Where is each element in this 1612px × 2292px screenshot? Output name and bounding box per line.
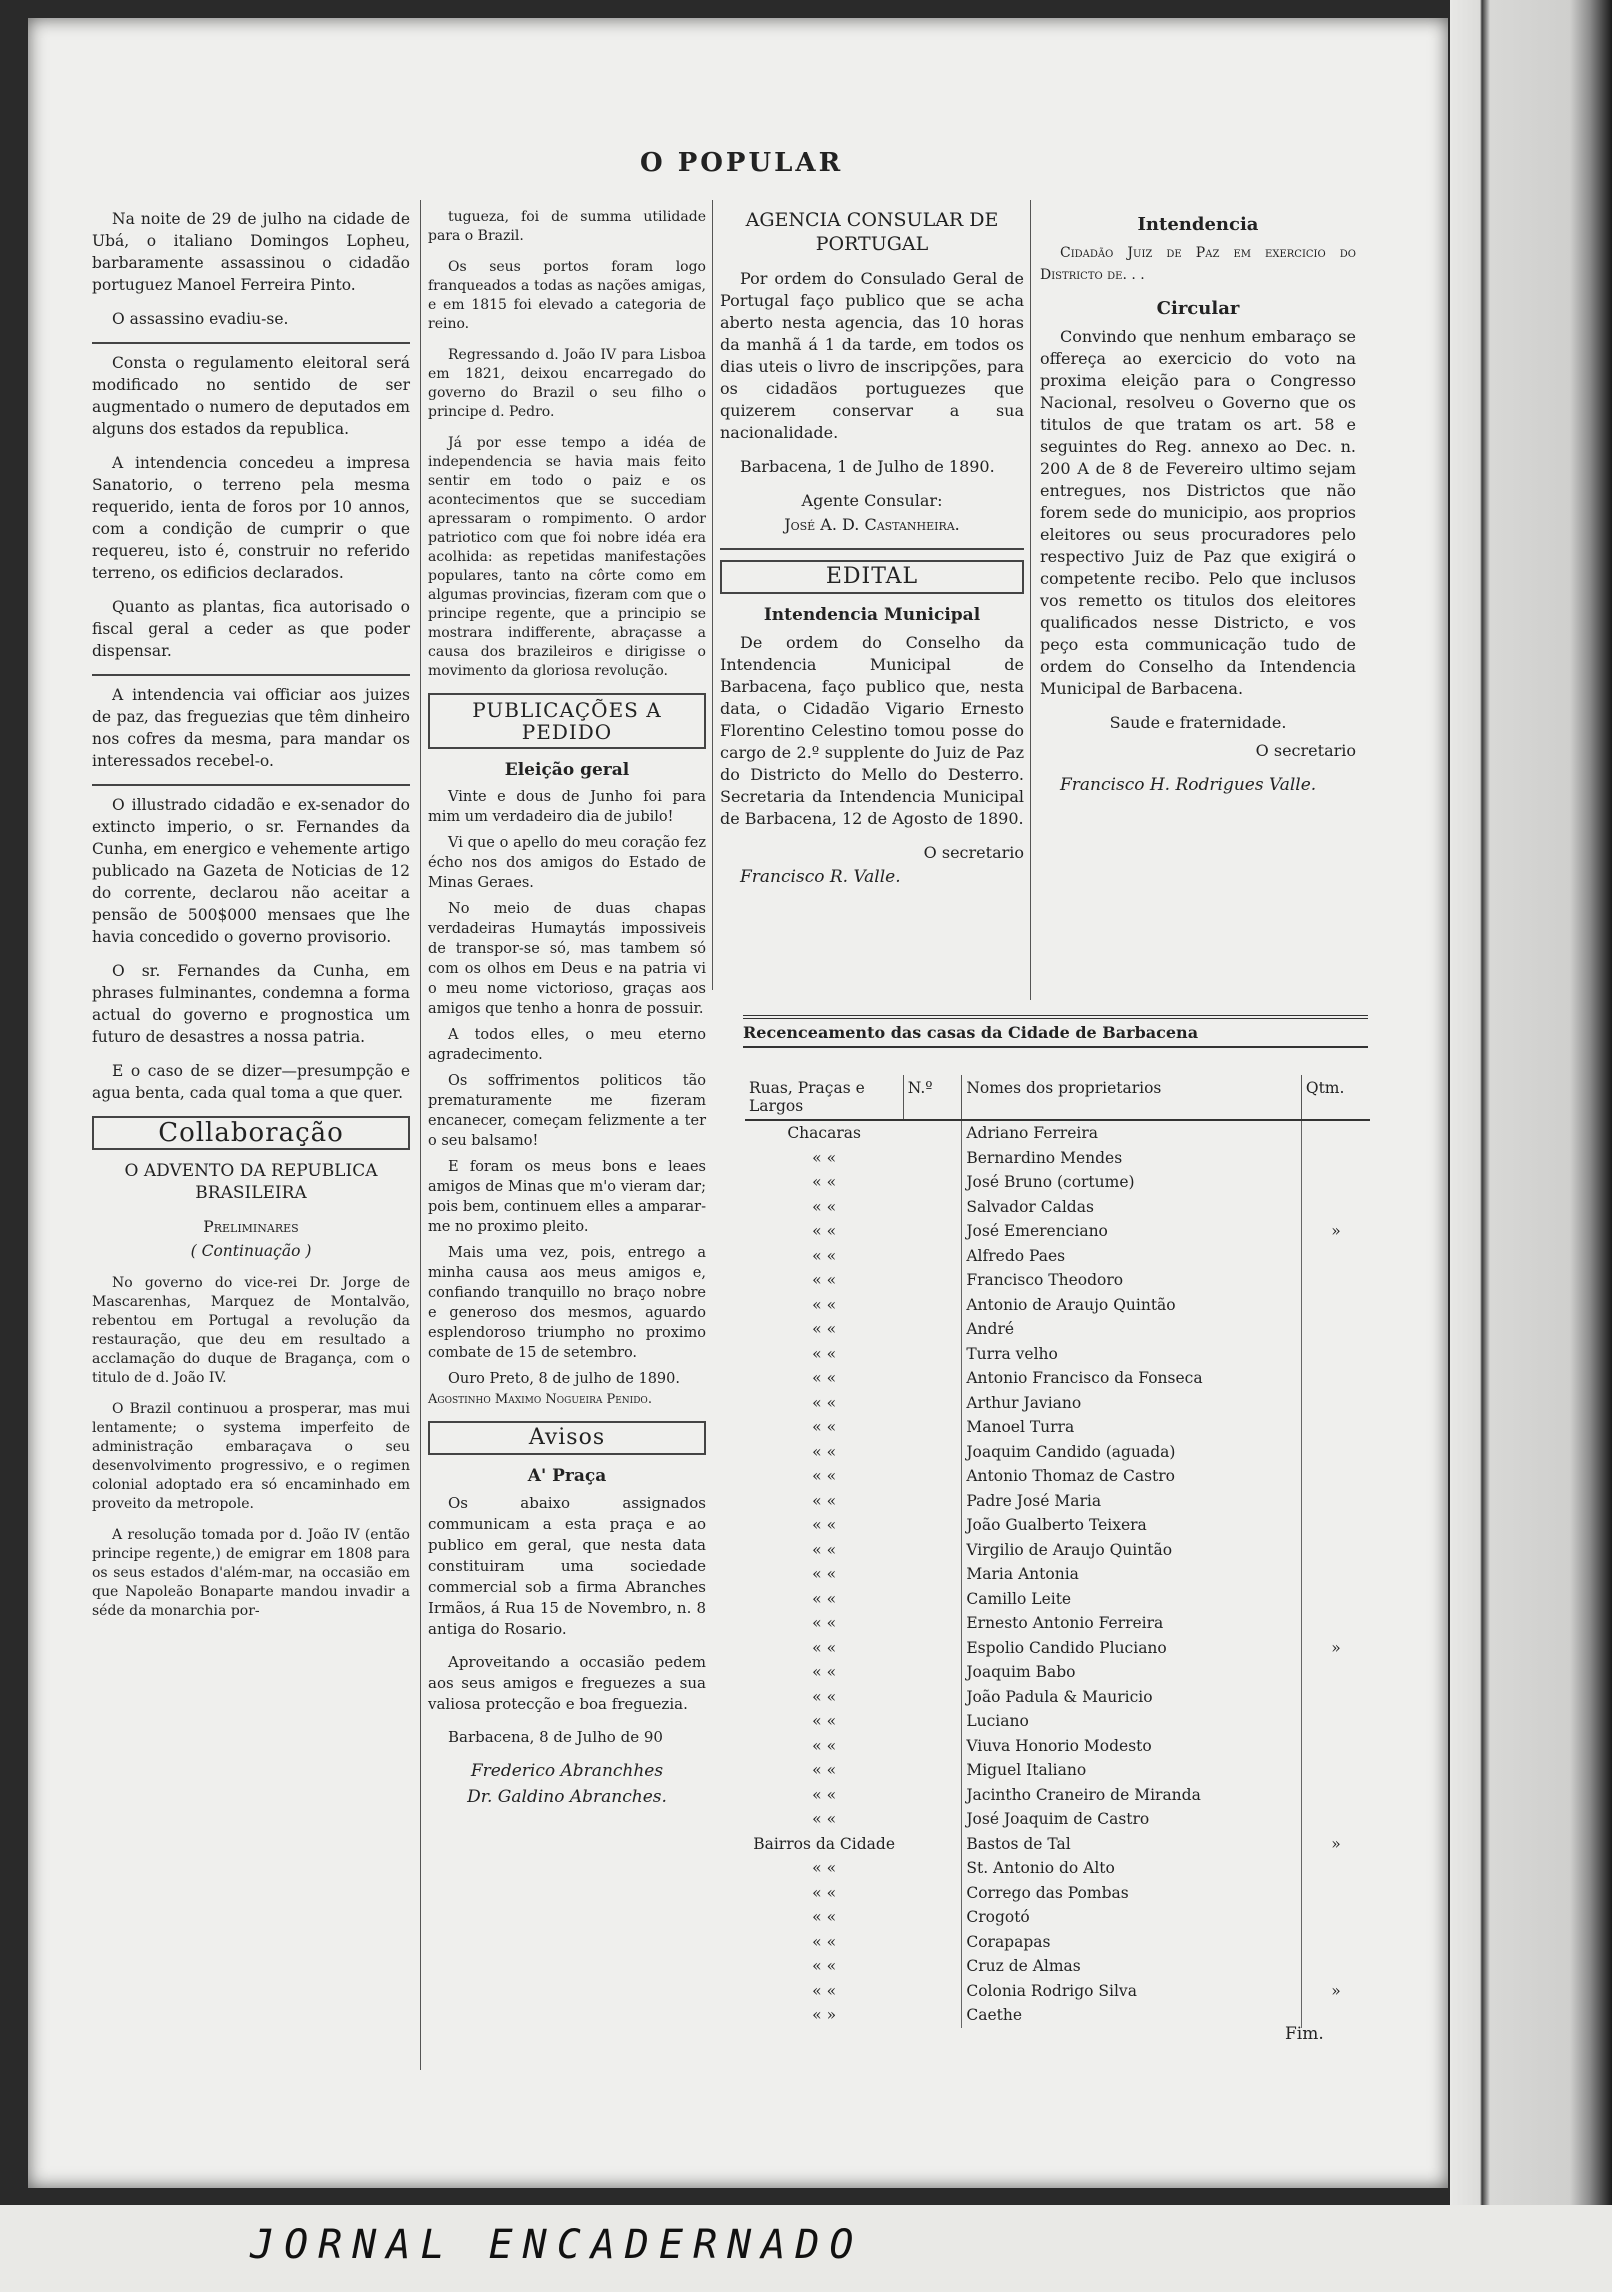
cell-qtm [1301,1342,1370,1367]
cell-kind: « « [812,1589,837,1608]
cell-name: Joaquim Babo [966,1663,1076,1681]
section-title: Avisos [428,1421,706,1455]
cell-qtm [1301,1856,1370,1881]
cell-name: Virgilio de Araujo Quintão [966,1540,1173,1559]
cell-num [903,1440,962,1465]
cell-name: Cruz de Almas [966,1957,1081,1975]
column-header: Nomes dos proprietarios [962,1075,1302,1120]
table-row [745,1195,1370,1220]
table-row [745,1636,1370,1661]
cell-name: Bastos de Tal [966,1834,1071,1853]
table-row [745,1587,1370,1612]
cell-name: Crogotó [966,1908,1030,1926]
cell-name: Padre José Maria [966,1491,1102,1510]
signature-role: O secretario [1255,741,1356,760]
cell-kind: « « [812,1148,837,1167]
cell-num [903,1366,962,1391]
cell-num [903,1415,962,1440]
cell-kind: Chacaras [787,1124,861,1142]
table-row [745,1758,1370,1783]
cell-num [903,1562,962,1587]
column-rule [712,200,713,990]
cell-kind: « « [812,1883,837,1902]
divider [720,548,1024,550]
cell-num [903,1660,962,1685]
cell-kind: « « [812,1614,837,1632]
cell-qtm [1301,1685,1370,1710]
cell-kind: « « [812,1908,837,1926]
section-title: PUBLICAÇÕES A PEDIDO [428,693,706,749]
cell-qtm [1301,1415,1370,1440]
table-row [745,1807,1370,1832]
cell-kind: « « [812,1369,837,1387]
news-paragraph: De ordem do Conselho da Intendencia Municipal de Barbacena, faço publico que, nesta data, o Cidadão Vigario Ernesto Florentino Celestino tomou posse do cargo de 2.º supplente do Juiz de Paz do Districto do Mello do Desterro. Secretaria da Intendencia Municipal de Barbacena, 12 de Agosto de 1890. [720,633,1024,828]
news-paragraph: O illustrado cidadão e ex-senador do extincto imperio, o sr. Fernandes da Cunha, em energico e vehemente artigo publicado na Gazeta de Noticias de 12 do corrente, declarou não aceitar a pensão de 500$000 mensaes que lhe havia concedido o governo provisorio. [92,796,410,946]
column-4 [1040,208,1356,808]
cell-num [903,1758,962,1783]
cell-qtm [1301,1146,1370,1171]
cell-qtm [1301,1489,1370,1514]
cell-kind: « « [812,1785,837,1804]
dateline: Barbacena, 1 de Julho de 1890. [740,457,995,476]
cell-num [903,1513,962,1538]
cell-num [903,1293,962,1318]
cell-kind: « « [812,1246,837,1265]
signature: José A. D. Castanheira. [784,515,960,534]
cell-qtm [1301,1611,1370,1636]
table-row [745,1317,1370,1342]
section-title: Intendencia [1137,214,1259,235]
cell-qtm [1301,1807,1370,1832]
cell-name: José Joaquim de Castro [966,1810,1150,1828]
table-row [745,1391,1370,1416]
cell-name: Miguel Italiano [966,1761,1087,1779]
news-paragraph: Já por esse tempo a idéa de independencia se havia mais feito sentir em todo o paiz e os acontecimentos que se succediam apressaram o rompimento. O ardor patriotico com que foi nobre idéa era acolhida: as repetidas manifestações populares, tanto na côrte como em algumas provincias, fizeram com que o principe regente, que a principio se mostrara indifferente, abraçasse a causa dos brazileiros e dirigisse o movimento da gloriosa revolução. [428,435,706,679]
news-paragraph: A todos elles, o meu eterno agradecimento. [428,1027,706,1063]
cell-name: José Emerenciano [966,1222,1108,1240]
cell-qtm [1301,1293,1370,1318]
table-row [745,1562,1370,1587]
cell-name: José Bruno (cortume) [966,1173,1135,1191]
cell-qtm [1301,1170,1370,1195]
cell-kind: « « [812,1540,837,1559]
cell-num [903,1244,962,1269]
handwritten-label: JORNAL ENCADERNADO [250,2222,864,2268]
cell-qtm [1301,1440,1370,1465]
section-title: EDITAL [720,560,1024,594]
table-row [745,1293,1370,1318]
masthead: O POPULAR [640,148,844,178]
cell-name: João Gualberto Teixera [966,1516,1147,1534]
cell-num [903,1268,962,1293]
cell-kind: « « [812,1197,837,1216]
cell-qtm [1301,1930,1370,1955]
cell-num [903,1807,962,1832]
table-row [745,1930,1370,1955]
cell-num [903,1881,962,1906]
section-heading: Circular [1156,298,1240,319]
cell-num [903,1219,962,1244]
news-paragraph: A resolução tomada por d. João IV (então principe regente,) de emigrar em 1808 para os seus estados d'além-mar, na occasião em que Napoleão Bonaparte mandou invadir a séde da monarchia por- [92,1527,410,1619]
cell-kind: « « [812,1222,837,1240]
cell-num [903,1611,962,1636]
table-row [745,1905,1370,1930]
book-binding [1450,0,1612,2292]
census-table [745,1075,1370,2028]
cell-num [903,1146,962,1171]
cell-num [903,1856,962,1881]
cell-num [903,1464,962,1489]
cell-kind: « « [812,1418,837,1436]
cell-name: Caethe [966,2006,1023,2024]
news-paragraph: tugueza, foi de summa utilidade para o Brazil. [428,209,706,244]
dateline: Ouro Preto, 8 de julho de 1890. [448,1371,680,1387]
news-paragraph: O sr. Fernandes da Cunha, em phrases fulminantes, condemna a forma actual do governo e prognostica um futuro de desastres a nossa patria. [92,962,410,1046]
cell-kind: « « [812,1957,837,1975]
column-3 [720,208,1024,900]
cell-num [903,1170,962,1195]
cell-name: Bernardino Mendes [966,1148,1123,1167]
table-row [745,1881,1370,1906]
table-row [745,1415,1370,1440]
cell-num [903,1930,962,1955]
signature: Agostinho Maximo Nogueira Penido. [428,1392,652,1407]
cell-num [903,1120,962,1146]
cell-num [903,1636,962,1661]
divider [92,674,410,676]
cell-kind: « « [812,1565,837,1583]
table-row [745,1832,1370,1857]
cell-qtm: » [1301,1636,1370,1661]
signature: Francisco H. Rodrigues Valle. [1060,775,1317,795]
cell-name: Colonia Rodrigo Silva [966,1981,1137,2000]
column-1 [92,208,410,1633]
cell-name: João Padula & Mauricio [966,1687,1153,1706]
cell-name: Turra velho [966,1344,1058,1363]
cell-name: Luciano [966,1712,1029,1730]
cell-qtm: » [1301,1979,1370,2004]
news-paragraph: A intendencia concedeu a impresa Sanatorio, o terreno pela mesma requerido, ienta de foros por 10 annos, com a condição de cumprir o que requereu, isto é, construir no referido terreno, os edificios declarados. [92,454,410,582]
section-heading: Intendencia Municipal [763,605,981,625]
cell-num [903,1685,962,1710]
cell-kind: « « [812,1663,837,1681]
cell-name: Arthur Javiano [966,1393,1082,1412]
news-paragraph: Na noite de 29 de julho na cidade de Ubá, o italiano Domingos Lopheu, barbaramente assassinou o cidadão portuguez Manoel Ferreira Pinto. [92,210,410,294]
closing: Saude e fraternidade. [1109,713,1287,732]
cell-num [903,1317,962,1342]
cell-qtm [1301,1954,1370,1979]
cell-qtm [1301,1881,1370,1906]
table-row [745,1685,1370,1710]
table-row [745,1660,1370,1685]
cell-kind: « « [812,1516,837,1534]
cell-qtm [1301,1244,1370,1269]
cell-num [903,1391,962,1416]
column-header: Qtm. [1301,1075,1370,1120]
end-marker: Fim. [1285,2024,1324,2044]
cell-kind: « « [812,1320,837,1338]
section-title: Collaboração [92,1116,410,1150]
cell-name: Adriano Ferreira [966,1124,1098,1142]
cell-kind: « « [812,1467,837,1485]
table-row [745,1146,1370,1171]
cell-qtm [1301,1905,1370,1930]
cell-name: Antonio de Araujo Quintão [966,1295,1176,1314]
cell-name: Manoel Turra [966,1418,1075,1436]
table-row [745,1268,1370,1293]
column-header: Ruas, Praças e Largos [745,1075,903,1120]
cell-kind: « « [812,1295,837,1314]
signature-role: Agente Consular: [801,491,943,510]
table-row [745,2003,1370,2028]
news-paragraph: No governo do vice-rei Dr. Jorge de Mascarenhas, Marquez de Montalvão, rebentou em Portugal a revolução da restauração, que deu em resultado a acclamação do duque de Bragança, com o titulo de d. João IV. [92,1275,410,1386]
news-paragraph: Quanto as plantas, fica autorisado o fiscal geral a ceder as que poder dispensar. [92,598,410,660]
news-paragraph: E o caso de se dizer—presumpção e agua benta, cada qual toma a que quer. [92,1062,410,1102]
divider [92,784,410,786]
news-paragraph: Os soffrimentos politicos tão prematuramente me fizeram encanecer, começam felizmente a ter o seu balsamo! [428,1073,706,1149]
cell-name: Jacintho Craneiro de Miranda [966,1785,1201,1804]
section-heading: A' Praça [527,1466,607,1486]
cell-kind: « « [812,1810,837,1828]
column-rule [420,200,421,2070]
table-row [745,1489,1370,1514]
cell-qtm [1301,1268,1370,1293]
cell-name: Corrego das Pombas [966,1883,1129,1902]
cell-name: Antonio Thomaz de Castro [966,1467,1176,1485]
cell-name: Alfredo Paes [966,1246,1066,1265]
cell-kind: « « [812,1687,837,1706]
cell-qtm: » [1301,1219,1370,1244]
news-paragraph: Aproveitando a occasião pedem aos seus amigos e freguezes a sua valiosa protecção e boa freguezia. [428,1653,706,1713]
cell-kind: « « [812,1344,837,1363]
cell-kind: « « [812,1981,837,2000]
table-row [745,1464,1370,1489]
cell-name: Corapapas [966,1932,1051,1951]
cell-kind: « « [812,1859,837,1877]
column-header: N.º [903,1075,962,1120]
news-paragraph: Os seus portos foram logo franqueados a todas as nações amigas, e em 1815 foi elevado a categoria de reino. [428,259,706,332]
table-row [745,1954,1370,1979]
cell-qtm [1301,1195,1370,1220]
table-row [745,1856,1370,1881]
cell-name: Espolio Candido Pluciano [966,1638,1167,1657]
news-paragraph: Convindo que nenhum embaraço se offereça ao exercicio do voto na proxima eleição para o Congresso Nacional, resolveu o Governo que os titulos de que tratam os art. 58 e seguintes do Reg. annexo ao Dec. n. 200 A de 8 de Fevereiro ultimo sejam entregues, nos Districtos que não forem sede do municipio, aos proprios eleitores ou seus procuradores pelo respectivo Juiz de Paz que exigirá o competente recibo. Pelo que inclusos vos remetto os titulos dos eleitores qualificados nesse Districto, e vos peço esta communicação tudo de ordem do Conselho da Intendencia Municipal de Barbacena. [1040,327,1356,698]
cell-qtm [1301,1758,1370,1783]
table-row [745,1734,1370,1759]
cell-num [903,2003,962,2028]
cell-qtm [1301,1120,1370,1146]
cell-num [903,1734,962,1759]
news-paragraph: Vi que o apello do meu coração fez écho nos dos amigos do Estado de Minas Geraes. [428,835,706,891]
signature: Francisco R. Valle. [740,867,901,887]
cell-num [903,1342,962,1367]
cell-qtm [1301,1709,1370,1734]
table-row [745,1219,1370,1244]
table-row [745,1342,1370,1367]
cell-num [903,1979,962,2004]
column-2 [428,208,706,1820]
cell-num [903,1832,962,1857]
cell-name: Joaquim Candido (aguada) [966,1442,1176,1461]
table-row [745,1538,1370,1563]
news-paragraph: O assassino evadiu-se. [112,310,289,328]
cell-kind: « « [812,1271,837,1289]
news-paragraph: No meio de duas chapas verdadeiras Humaytás impossiveis de transpor-se só, mas tambem só com os olhos em Deus e na patria vi o meu nome victorioso, graças aos amigos que tenho a honra de possuir. [428,901,706,1017]
news-paragraph: Regressando d. João IV para Lisboa em 1821, deixou encarregado do governo do Brazil o seu filho o principe d. Pedro. [428,347,706,420]
cell-kind: « « [812,1761,837,1779]
cell-qtm [1301,1513,1370,1538]
cell-name: Antonio Francisco da Fonseca [966,1369,1203,1387]
article-subtitle: Preliminares [203,1218,299,1236]
cell-num [903,1954,962,1979]
cell-name: St. Antonio do Alto [966,1859,1115,1877]
news-paragraph: Vinte e dous de Junho foi para mim um verdadeiro dia de jubilo! [428,789,706,825]
cell-num [903,1195,962,1220]
article-continuation: ( Continuação ) [190,1242,312,1260]
table-row [745,1513,1370,1538]
cell-num [903,1709,962,1734]
news-paragraph: Os abaixo assignados communicam a esta praça e ao publico em geral, que nesta data constituiram uma sociedade commercial sob a firma Abranches Irmãos, á Rua 15 de Novembro, n. 8 antiga do Rosario. [428,1494,706,1638]
cell-kind: « « [812,1393,837,1412]
cell-qtm [1301,1366,1370,1391]
cell-name: Francisco Theodoro [966,1271,1124,1289]
cell-kind: « « [812,1736,837,1755]
table-row [745,1440,1370,1465]
cell-kind: « « [812,1712,837,1730]
cell-num [903,1538,962,1563]
cell-qtm: » [1301,1832,1370,1857]
signature: Dr. Galdino Abranches. [467,1787,667,1807]
news-paragraph: Consta o regulamento eleitoral será modificado no sentido de ser augmentado o numero de deputados em alguns dos estados da republica. [92,354,410,438]
cell-num [903,1905,962,1930]
cell-kind: « « [812,1491,837,1510]
news-paragraph: Por ordem do Consulado Geral de Portugal faço publico que se acha aberto nesta agencia, das 10 horas da manhã á 1 da tarde, em todos os dias uteis o livro de inscripções, para os cidadãos portuguezes que quizerem conservar a sua nacionalidade. [720,269,1024,442]
cell-qtm [1301,1734,1370,1759]
cell-qtm [1301,1660,1370,1685]
cell-qtm [1301,1783,1370,1808]
table-row [745,1170,1370,1195]
cell-kind: « » [812,2006,837,2024]
cell-qtm [1301,1464,1370,1489]
divider [92,342,410,344]
cell-name: Maria Antonia [966,1565,1079,1583]
cell-num [903,1587,962,1612]
signature-role: O secretario [923,843,1024,862]
table-row [745,1120,1370,1146]
table-row [745,1611,1370,1636]
cell-qtm [1301,1317,1370,1342]
cell-qtm [1301,1562,1370,1587]
cell-name: André [966,1320,1015,1338]
cell-kind: Bairros da Cidade [753,1834,896,1853]
cell-qtm [1301,1391,1370,1416]
table-row [745,1366,1370,1391]
dateline: Barbacena, 8 de Julho de 90 [448,1728,663,1746]
news-paragraph: Mais uma vez, pois, entrego a minha causa aos meus amigos e, confiando tranquillo no braço nobre e generoso dos mesmos, aguardo esplendoroso triumpho no proximo combate de 15 de setembro. [428,1245,706,1361]
section-heading: Eleição geral [504,760,630,780]
cell-qtm [1301,1538,1370,1563]
cell-kind: « « [812,1932,837,1951]
cell-name: Salvador Caldas [966,1197,1094,1216]
column-rule [1030,200,1031,1000]
section-title: AGENCIA CONSULAR DE PORTUGAL [745,209,999,255]
cell-kind: « « [812,1442,837,1461]
cell-qtm [1301,1587,1370,1612]
cell-num [903,1783,962,1808]
news-paragraph: A intendencia vai officiar aos juizes de paz, das freguezias que têm dinheiro nos cofres da mesma, para mandar os interessados recebel-o. [92,686,410,770]
news-paragraph: O Brazil continuou a prosperar, mas mui lentamente; o systema imperfeito de administração embaraçava o seu desenvolvimento progressivo, e o regimen colonial adoptado era só encaminhado em proveito da metropole. [92,1401,410,1512]
table-row [745,1244,1370,1269]
cell-kind: « « [812,1638,837,1657]
cell-name: Camillo Leite [966,1589,1072,1608]
table-row [745,1709,1370,1734]
news-paragraph: Cidadão Juiz de Paz em exercicio do Districto de. . . [1040,245,1356,283]
signature: Frederico Abranchhes [470,1761,664,1781]
cell-name: Ernesto Antonio Ferreira [966,1614,1164,1632]
article-title: O ADVENTO DA REPUBLICA BRASILEIRA [124,1161,378,1203]
table-row [745,1783,1370,1808]
cell-num [903,1489,962,1514]
census-title: Recenceamento das casas da Cidade de Barbacena [743,1015,1368,1048]
cell-name: Viuva Honorio Modesto [966,1736,1152,1755]
cell-kind: « « [812,1173,837,1191]
news-paragraph: E foram os meus bons e leaes amigos de Minas que m'o vieram dar; pois bem, continuem elles a amparar-me no proximo pleito. [428,1159,706,1235]
table-row [745,1979,1370,2004]
